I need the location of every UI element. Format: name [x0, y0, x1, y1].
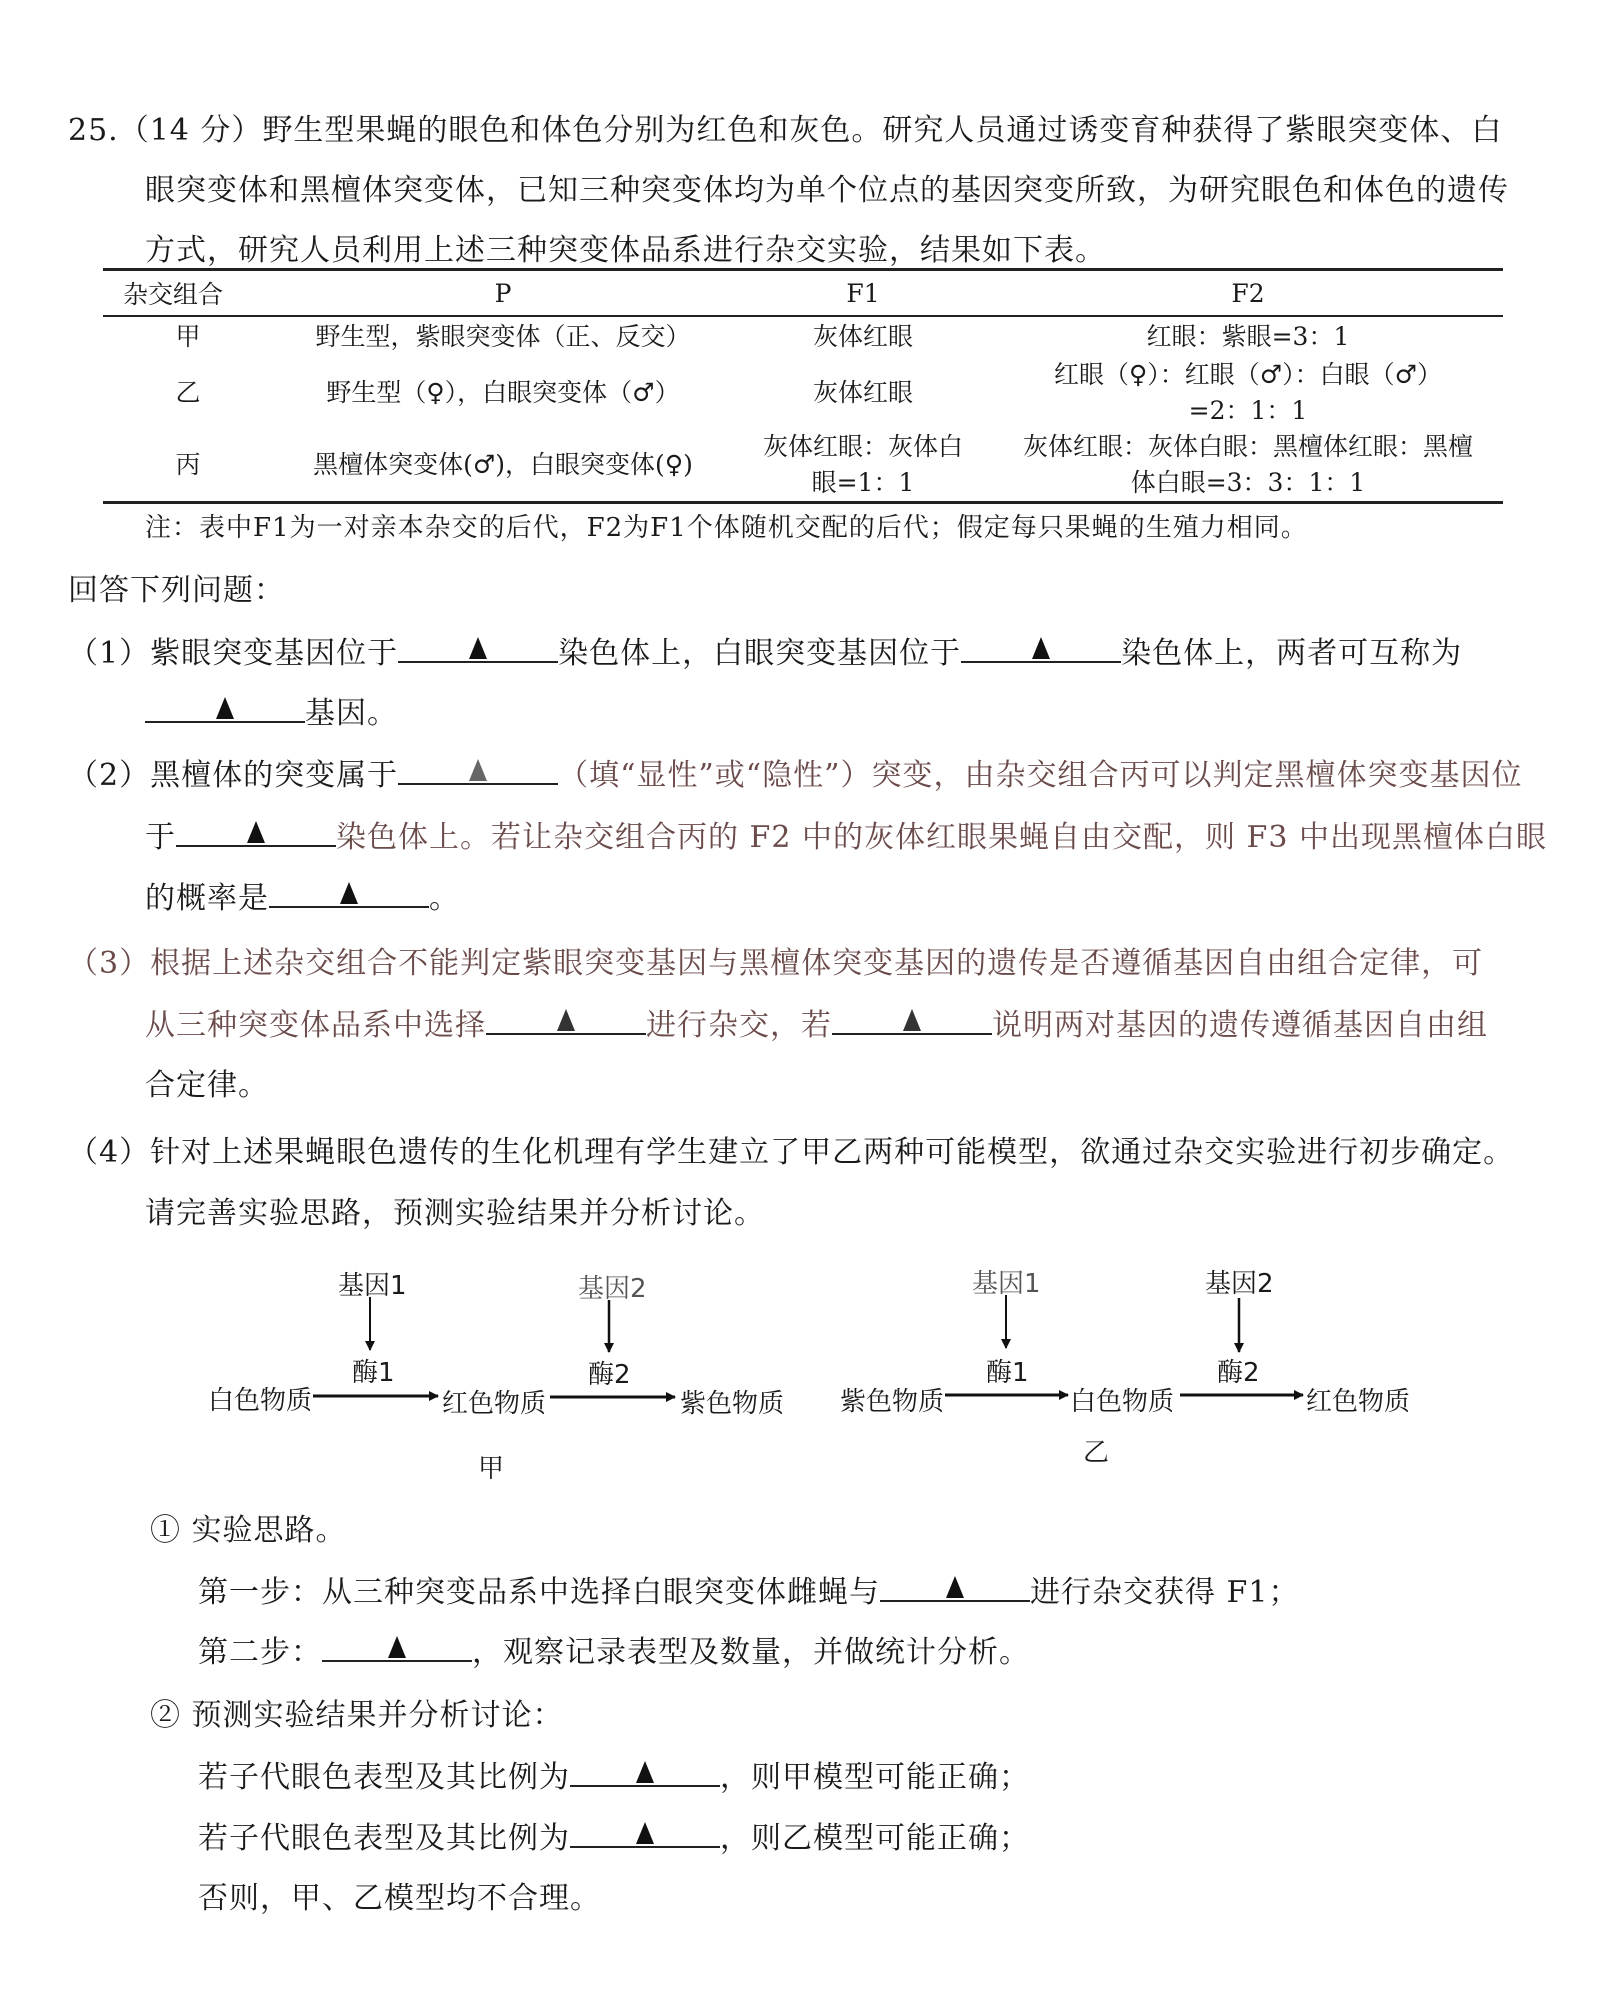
- answer-prompt: 回答下列问题：: [68, 573, 285, 608]
- cell-f1: 灰体红眼：灰体白眼=1：1: [733, 429, 993, 503]
- header-f2: F2: [993, 270, 1503, 317]
- q2-text: （填“显性”或“隐性”）突变，由杂交组合丙可以判定黑檀体突变基因位: [558, 758, 1523, 793]
- answer-blank[interactable]: [570, 1755, 720, 1787]
- q4-result-1: [198, 1752, 1030, 1796]
- q4-text: 针对上述果蝇眼色遗传的生化机理有学生建立了甲乙两种可能模型，欲通过杂交实验进行初步确定。: [150, 1135, 1515, 1170]
- cell-f1: 灰体红眼: [812, 378, 913, 407]
- yi-gene2-label: 基因2: [1205, 1269, 1274, 1299]
- header-p: P: [273, 270, 733, 317]
- yi-enzyme1-label: 酶1: [986, 1358, 1029, 1388]
- cell-group: 乙: [175, 378, 201, 407]
- cell-p: 黑檀体突变体(♂)，白眼突变体(♀): [273, 429, 733, 503]
- q4-text: 进行杂交获得 F1；: [1030, 1575, 1300, 1610]
- q1-label: （1）: [68, 636, 151, 671]
- q4-text: ，则乙模型可能正确；: [720, 1821, 1030, 1856]
- yi-substance-1: 紫色物质: [840, 1387, 945, 1417]
- intro-text: 野生型果蝇的眼色和体色分别为红色和灰色。研究人员通过诱变育种获得了紫眼突变体、白: [262, 113, 1503, 148]
- question-intro-line-2: 眼突变体和黑檀体突变体，已知三种突变体均为单个位点的基因突变所致，为研究眼色和体色的遗传: [145, 173, 1509, 208]
- blank-marker-icon: [388, 1636, 406, 1658]
- jia-substance-3: 紫色物质: [680, 1389, 785, 1419]
- q4-text: 若子代眼色表型及其比例为: [198, 1760, 570, 1795]
- q2-text: 于: [145, 820, 176, 855]
- q3-text: 说明两对基因的遗传遵循基因自由组: [992, 1008, 1488, 1043]
- q3-line-3: 合定律。: [145, 1068, 269, 1103]
- cell-group: 甲: [175, 322, 201, 351]
- q4-part2-heading: ② 预测实验结果并分析讨论：: [150, 1698, 564, 1733]
- q4-text: ，观察记录表型及数量，并做统计分析。: [472, 1635, 1030, 1670]
- q3-text: 从三种突变体品系中选择: [145, 1008, 486, 1043]
- question-points: （14 分）: [118, 113, 263, 148]
- q1-text: 染色体上，两者可互称为: [1121, 636, 1463, 671]
- cell-f2: 灰体红眼：灰体白眼：黑檀体红眼：黑檀体白眼=3：3：1：1: [993, 429, 1503, 503]
- yi-model-label: 乙: [1083, 1438, 1110, 1468]
- cell-f1: 灰体红眼: [812, 322, 913, 351]
- q2-text: 。: [429, 881, 460, 916]
- answer-blank[interactable]: [322, 1630, 472, 1662]
- q4-text: ，则甲模型可能正确；: [720, 1760, 1030, 1795]
- q4-step1: [198, 1567, 1299, 1611]
- yi-gene1-label: 基因1: [972, 1269, 1041, 1299]
- q1-text: 紫眼突变基因位于: [150, 636, 399, 671]
- q4-text: 若子代眼色表型及其比例为: [198, 1821, 570, 1856]
- cell-group: 丙: [103, 429, 273, 503]
- yi-substance-2: 白色物质: [1070, 1387, 1175, 1417]
- q4-label: （4）: [68, 1135, 151, 1170]
- jia-enzyme1-label: 酶1: [352, 1358, 395, 1388]
- blank-marker-icon: [946, 1576, 964, 1598]
- answer-blank[interactable]: [880, 1570, 1030, 1602]
- q4-result-2: [198, 1813, 1030, 1857]
- q4-text: 第一步：从三种突变品系中选择白眼突变体雌蝇与: [198, 1575, 880, 1610]
- q4-text: 第二步：: [198, 1635, 322, 1670]
- q1-text: 染色体上，白眼突变基因位于: [558, 636, 962, 671]
- q4-line-2: 请完善实验思路，预测实验结果并分析讨论。: [145, 1196, 765, 1231]
- q2-label: （2）: [68, 758, 151, 793]
- blank-marker-icon: [636, 1822, 654, 1844]
- yi-substance-3: 红色物质: [1306, 1387, 1411, 1417]
- q3-label: （3）: [68, 946, 151, 981]
- jia-gene1-label: 基因1: [338, 1271, 407, 1301]
- q2-text: 染色体上。若让杂交组合丙的 F2 中的灰体红眼果蝇自由交配，则 F3 中出现黑檀体白眼: [336, 820, 1547, 855]
- header-f1: F1: [733, 270, 993, 317]
- blank-marker-icon: [636, 1761, 654, 1783]
- q4-result-3: 否则，甲、乙模型均不合理。: [198, 1881, 601, 1916]
- yi-enzyme2-label: 酶2: [1217, 1358, 1260, 1388]
- jia-enzyme2-label: 酶2: [588, 1360, 631, 1390]
- cell-p: 野生型（♀），白眼突变体（♂）: [326, 378, 680, 407]
- answer-blank[interactable]: [570, 1816, 720, 1848]
- jia-substance-1: 白色物质: [208, 1386, 313, 1416]
- question-number: 25.: [68, 113, 119, 148]
- table-note: 注：表中F1为一对亲本杂交的后代，F2为F1个体随机交配的后代；假定每只果蝇的生殖力相同。: [145, 513, 1308, 543]
- header-group: 杂交组合: [103, 270, 273, 317]
- q4-step2: [198, 1627, 1030, 1671]
- cell-f2: 红眼：紫眼=3：1: [1146, 322, 1350, 351]
- question-intro-line-3: 方式，研究人员利用上述三种突变体品系进行杂交实验，结果如下表。: [145, 233, 1106, 268]
- cell-p: 野生型，紫眼突变体（正、反交）: [315, 322, 691, 351]
- q3-text: 根据上述杂交组合不能判定紫眼突变基因与黑檀体突变基因的遗传是否遵循基因自由组合定律，可: [150, 946, 1484, 981]
- q2-text: 黑檀体的突变属于: [150, 758, 399, 793]
- q3-text: 进行杂交，若: [646, 1008, 832, 1043]
- jia-substance-2: 红色物质: [442, 1389, 547, 1419]
- q2-text: 的概率是: [145, 881, 269, 916]
- cell-f2: 红眼（♀）：红眼（♂）：白眼（♂）=2：1：1: [1053, 360, 1443, 425]
- jia-model-label: 甲: [478, 1454, 505, 1484]
- jia-gene2-label: 基因2: [578, 1274, 647, 1304]
- q1-text: 基因。: [305, 696, 398, 731]
- q4-part1-heading: ① 实验思路。: [150, 1513, 347, 1548]
